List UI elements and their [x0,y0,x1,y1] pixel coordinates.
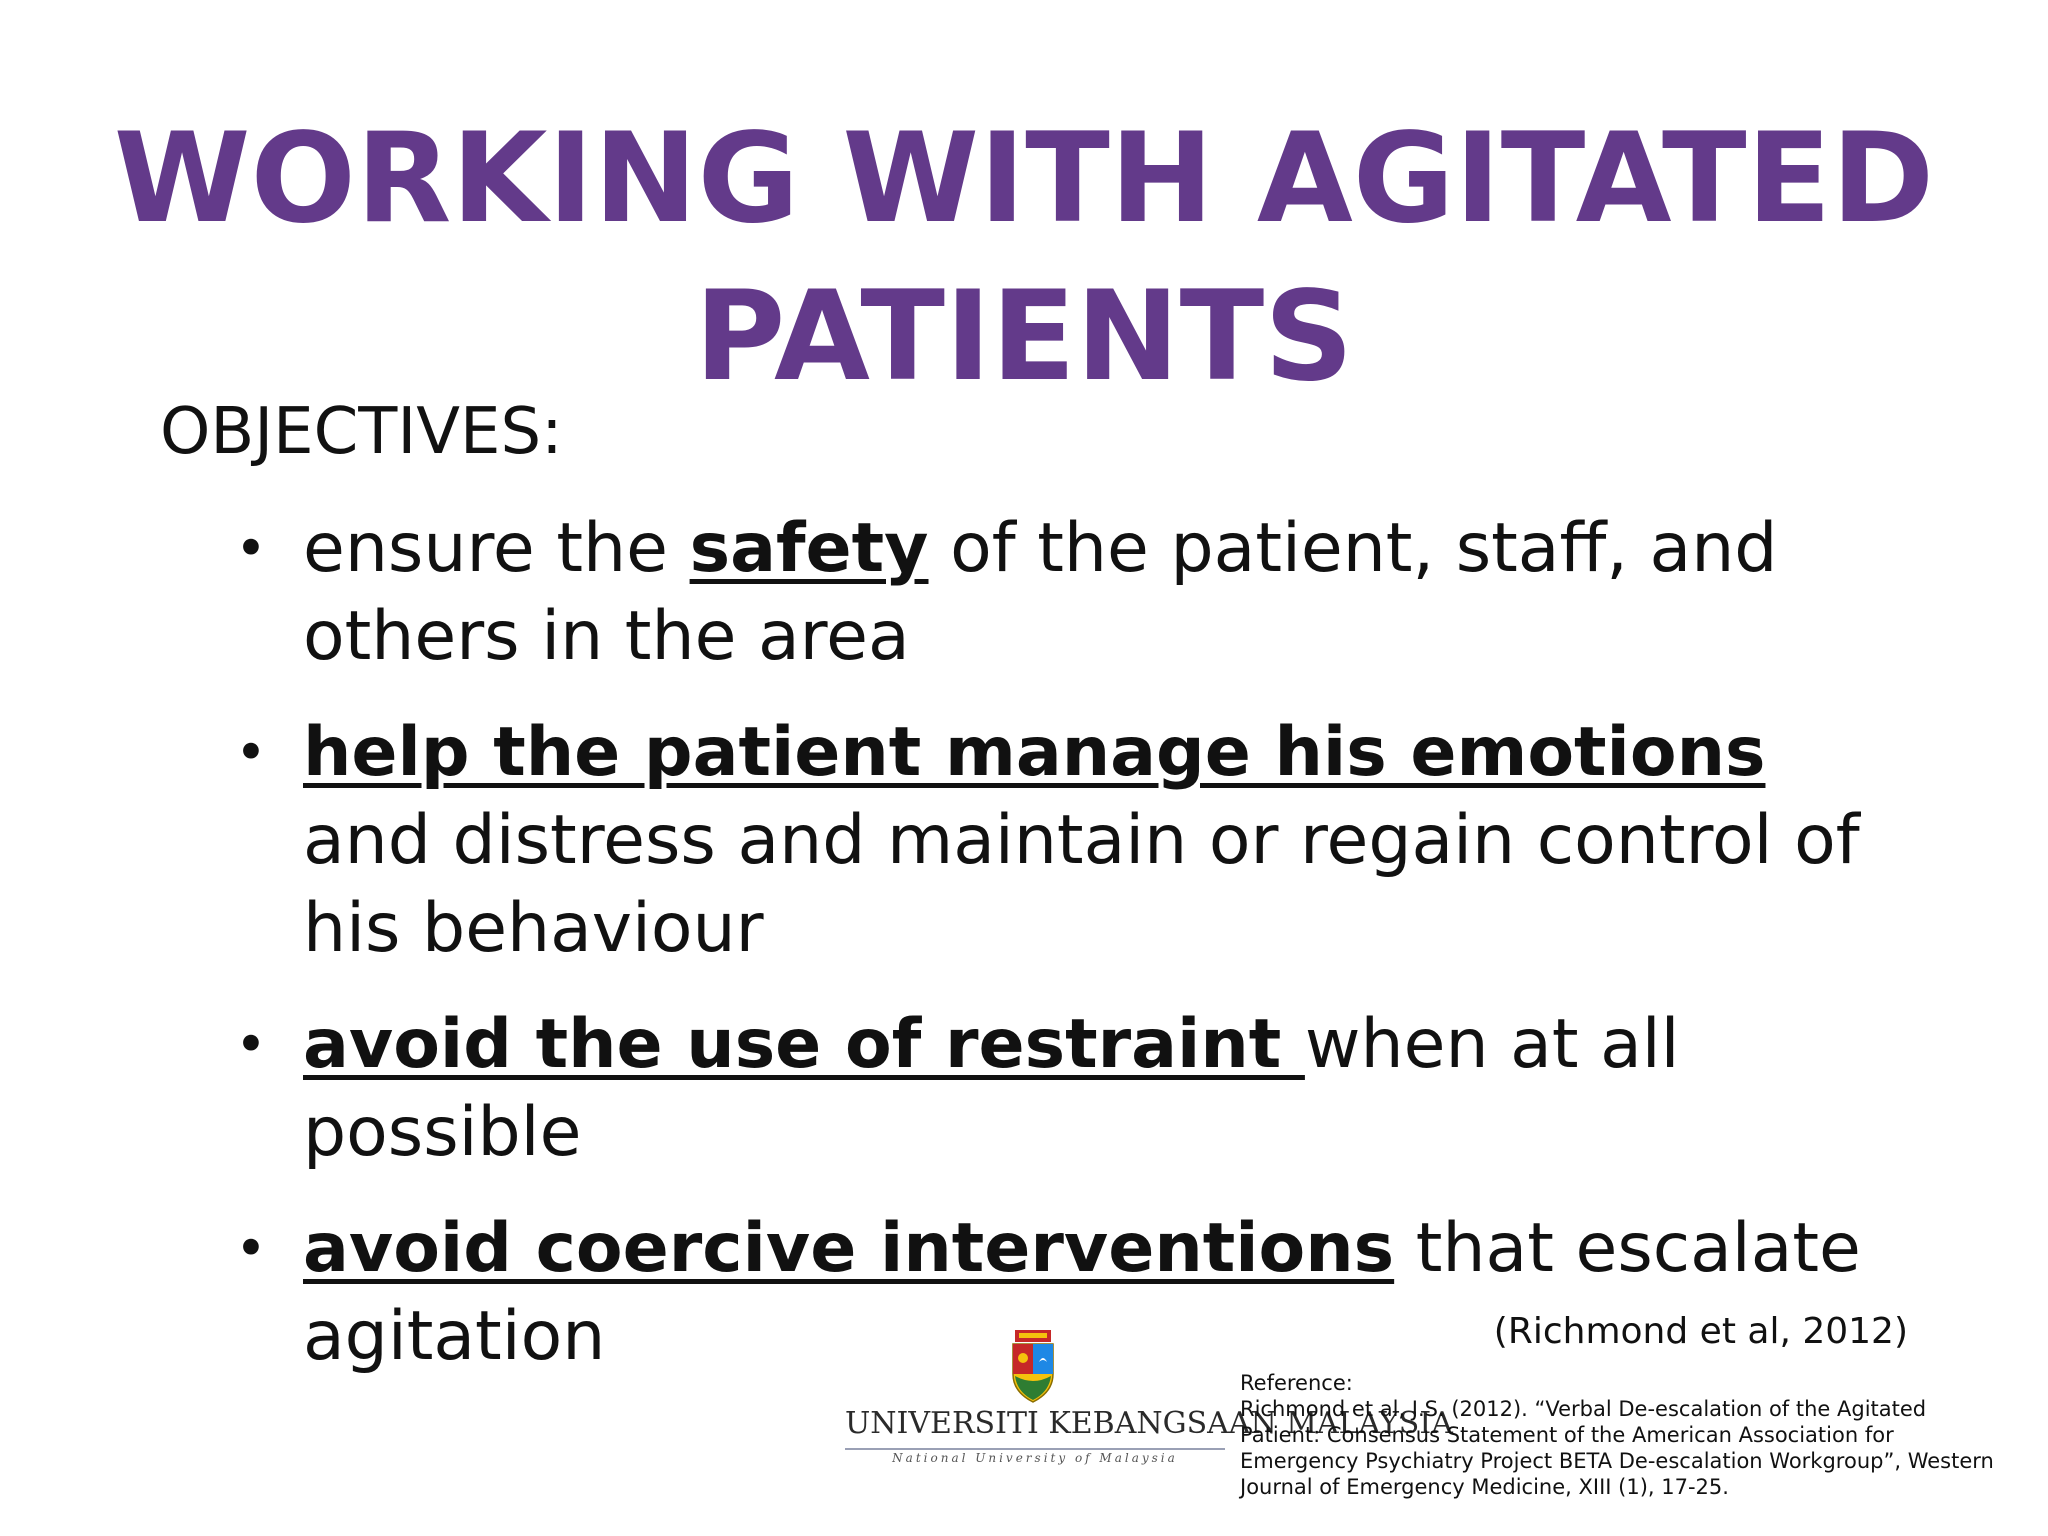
objective-item-emotions [235,709,1875,973]
objective-emphasis: avoid coercive interventions [303,1209,1395,1288]
title-line-2: PATIENTS [694,265,1354,409]
objectives-heading: OBJECTIVES: [160,395,563,469]
objective-emphasis: help the patient manage his emotions [303,713,1766,792]
reference-line: Patient: Consensus Statement of the American Association for [1240,1423,1894,1447]
reference-block [1240,1370,2030,1500]
reference-line: Journal of Emergency Medicine, XIII (1), 17-25. [1240,1475,1729,1499]
bullet-icon: • [235,1013,267,1076]
bullet-icon: • [235,721,267,784]
bullet-icon: • [235,517,267,580]
title-line-1: WORKING WITH AGITATED [113,107,1935,251]
university-crest-icon [1005,1330,1061,1404]
objectives-list [235,505,1875,1409]
objective-item-safety [235,505,1875,681]
objective-emphasis: avoid the use of restraint [303,1005,1305,1084]
bullet-icon: • [235,1217,267,1280]
slide-title [0,100,2048,416]
objective-text: when at all possible [303,1005,1680,1172]
citation: (Richmond et al, 2012) [1493,1311,1908,1352]
objective-emphasis: safety [689,509,929,588]
university-subtitle: National University of Malaysia [892,1451,1178,1465]
university-name: UNIVERSITI KEBANGSAAN MALAYSIA [845,1406,1453,1441]
reference-line: Richmond et al, J.S. (2012). “Verbal De-escalation of the Agitated [1240,1397,1927,1421]
objective-text: ensure the [303,509,690,588]
objective-text: and distress and maintain or regain control of his behaviour [303,801,1860,968]
reference-heading: Reference: [1240,1371,1353,1395]
objective-text: that escalate agitation [303,1209,1861,1376]
objective-text: of the patient, staff, and others in the area [303,509,1778,676]
objective-item-restraint [235,1001,1875,1177]
reference-line: Emergency Psychiatry Project BETA De-escalation Workgroup”, Western [1240,1449,1994,1473]
logo-divider [845,1448,1225,1450]
